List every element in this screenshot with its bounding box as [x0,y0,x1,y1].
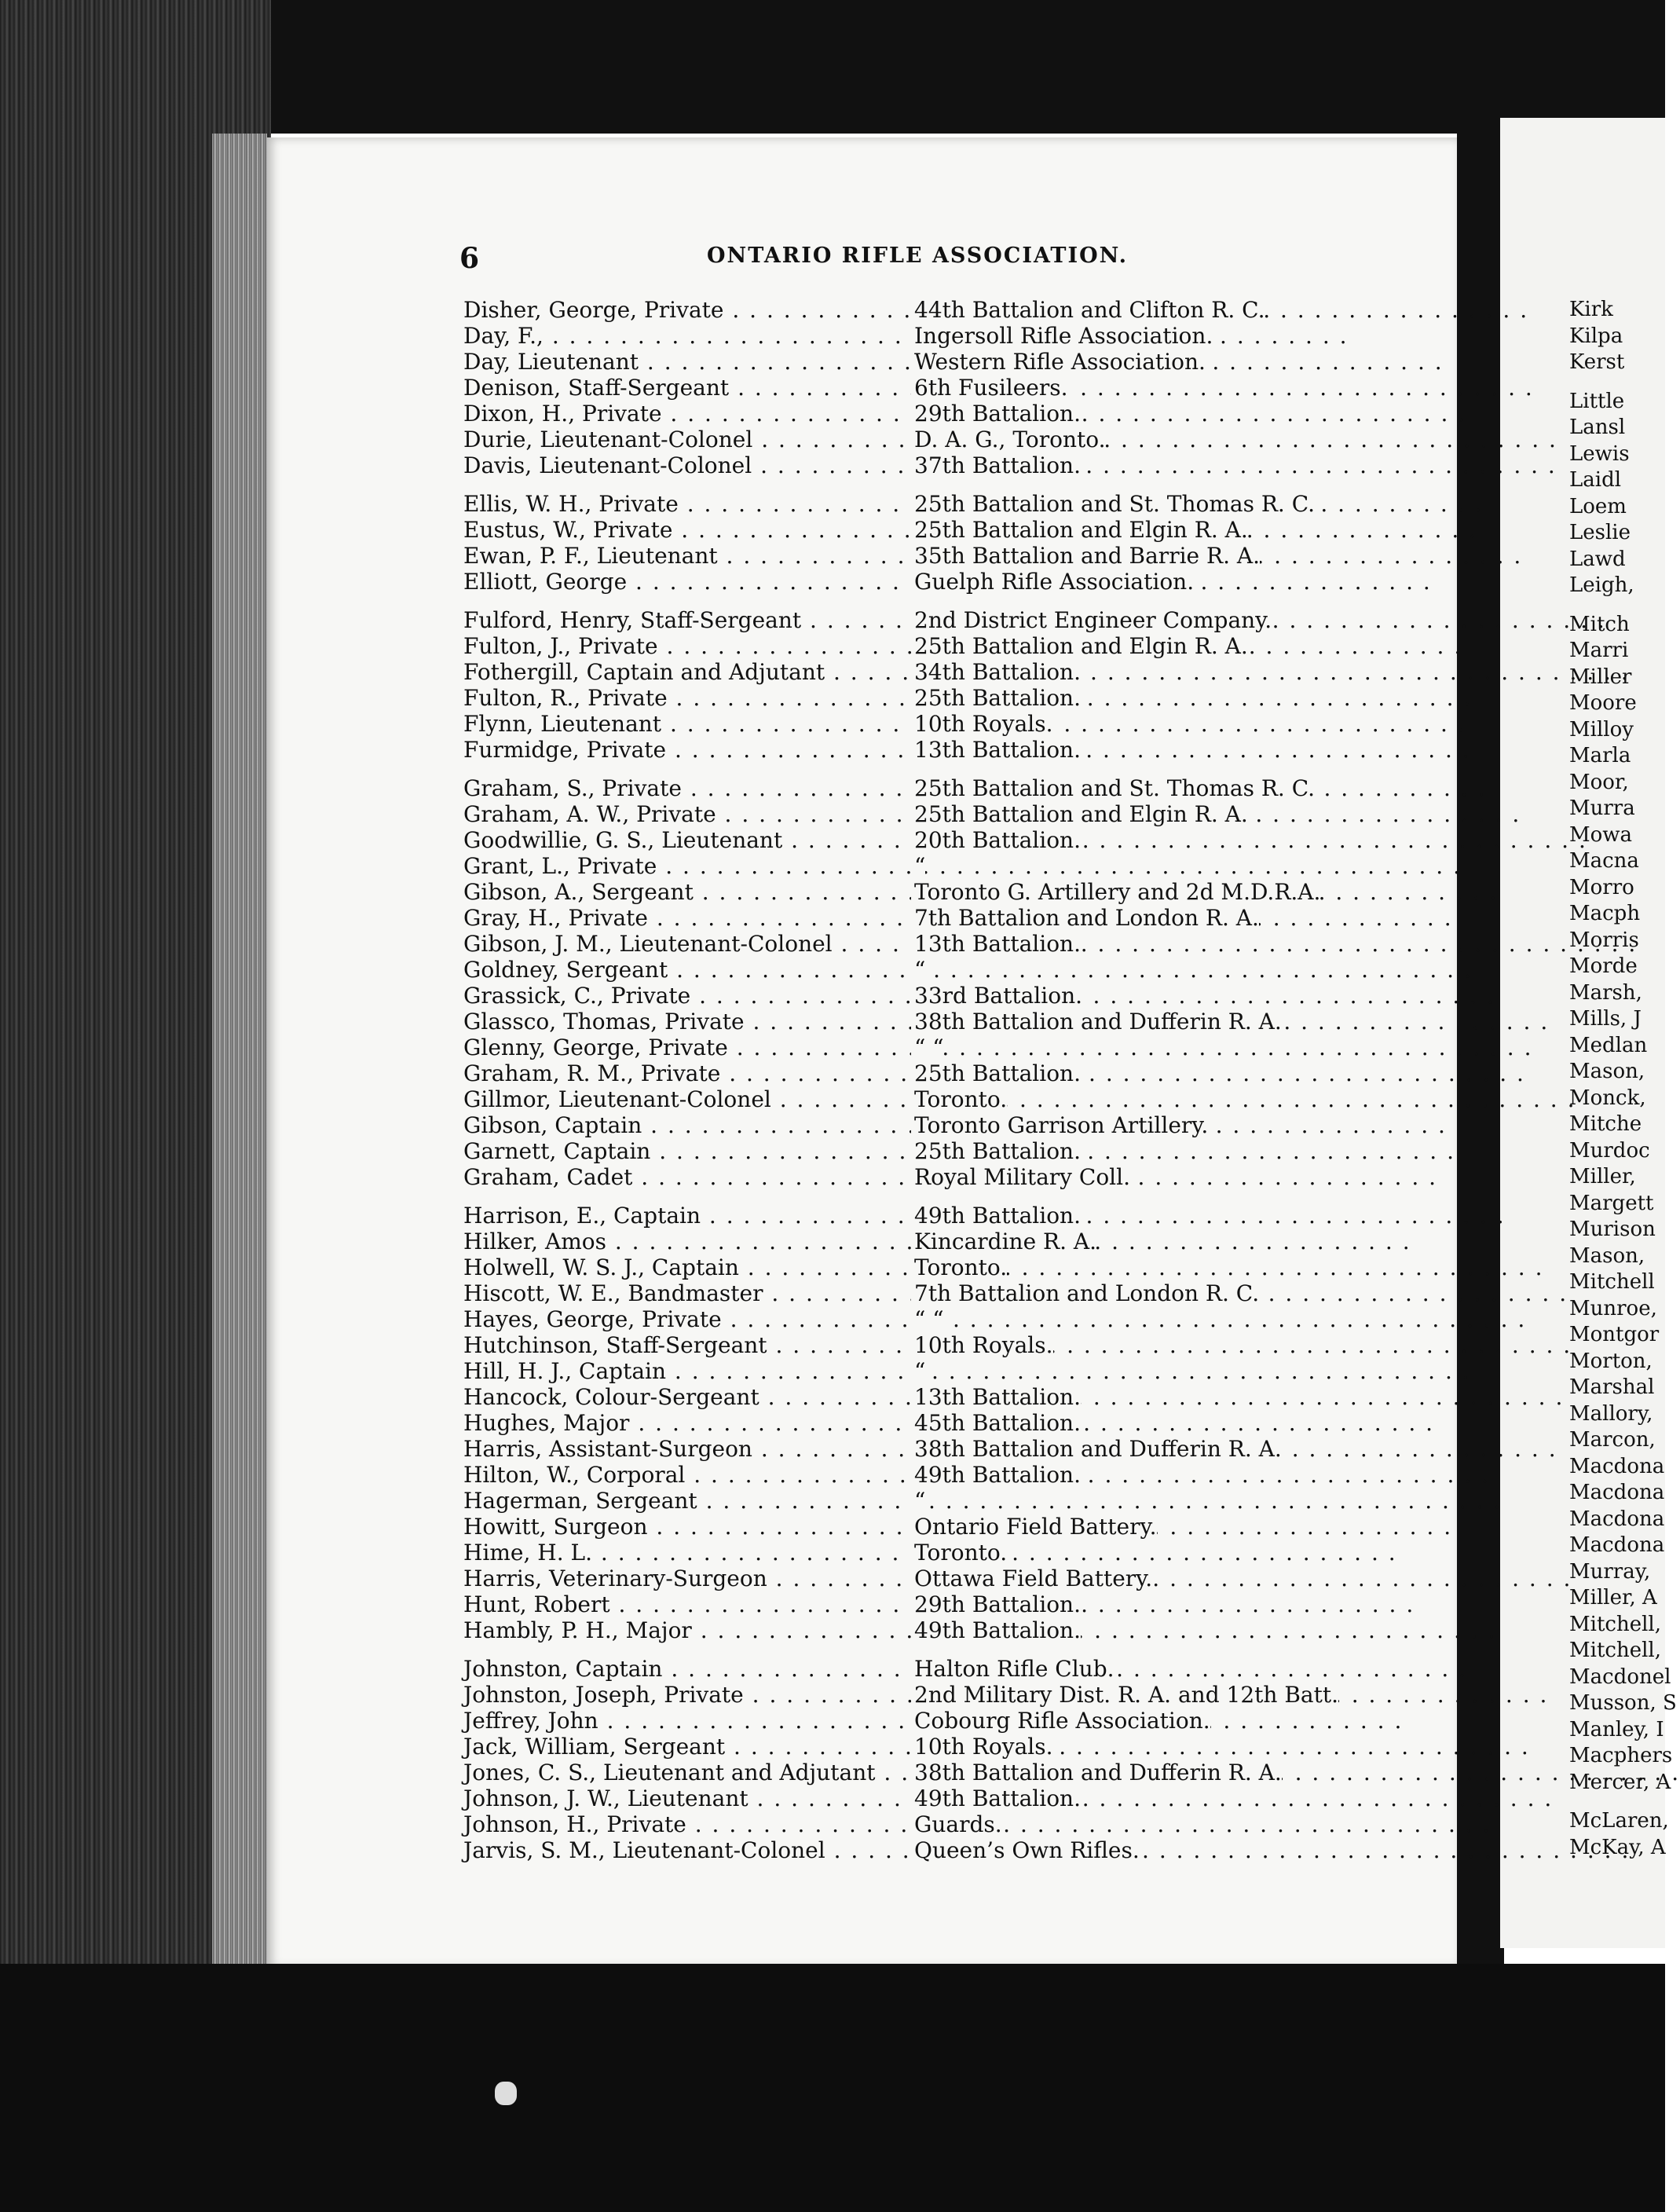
entry-unit: Halton Rifle Club. [911,1656,1115,1682]
entry-row [463,1009,1445,1035]
entry-row [463,633,1445,659]
entry-unit: 38th Battalion and Dufferin R. A. [911,1436,1282,1462]
entry-unit: “ “ [911,1035,944,1060]
entry-row [463,1384,1445,1410]
entry-row [463,1656,1445,1682]
entry-row [463,1811,1445,1837]
entry-unit: Guards. [911,1811,1002,1837]
entry-unit: 44th Battalion and Clifton R. C. [911,297,1265,323]
entry-row [463,517,1445,543]
entry-name: Harris, Veterinary-Surgeon . . . [463,1566,903,1591]
facing-page-fragment: Macdona [1569,1507,1665,1531]
entry-row [463,853,1445,879]
entry-name: Howitt, Surgeon . . . [463,1514,903,1540]
entry-row [463,957,1445,983]
entry-unit: Ontario Field Battery. [911,1514,1157,1540]
entry-name: Hime, H. L. . . . [463,1540,903,1566]
entry-unit: 38th Battalion and Dufferin R. A. [911,1760,1282,1785]
entry-name: Day, F., . . . [463,323,903,349]
entry-unit: 2nd District Engineer Company. [911,607,1272,633]
entry-name: Goldney, Sergeant . . . [463,957,903,983]
entry-row [463,1112,1445,1138]
facing-page-fragment: Manley, I [1569,1717,1664,1741]
facing-page-names [1569,297,1677,1861]
entry-row [463,1035,1445,1060]
entry-row [463,1086,1445,1112]
entry-row [463,452,1445,478]
entry-row [463,297,1445,323]
entry-row [463,1785,1445,1811]
entry-row [463,1488,1445,1514]
entry-row [463,1060,1445,1086]
entry-unit: 10th Royals. [911,1332,1053,1358]
entry-unit: 13th Battalion. [911,931,1081,957]
entry-name: Johnson, J. W., Lieutenant . . . [463,1785,903,1811]
entry-name: Jarvis, S. M., Lieutenant-Colonel . . . [463,1837,903,1863]
facing-page-fragment: Lansl [1569,416,1626,439]
entry-name: Hunt, Robert . . . [463,1591,903,1617]
entry-row [463,569,1445,595]
entry-row [463,427,1445,452]
entry-name: Hilker, Amos . . . [463,1229,903,1254]
entry-unit: 29th Battalion. [911,401,1081,427]
entry-unit: 7th Battalion and London R. A. [911,905,1259,931]
entry-unit: 33rd Battalion. [911,983,1082,1009]
facing-page-fragment: Marri [1569,639,1629,662]
facing-page-fragment: Macdona [1569,1481,1665,1504]
entry-name: Goodwillie, G. S., Lieutenant . . . [463,827,903,853]
entry-name: Graham, R. M., Private . . . [463,1060,903,1086]
entry-row [463,1760,1445,1785]
entry-unit: 35th Battalion and Barrie R. A. [911,543,1260,569]
entry-name: Hutchinson, Staff-Sergeant . . . [463,1332,903,1358]
facing-page-fragment: Leigh, [1569,573,1634,597]
entry-row [463,1138,1445,1164]
entry-name: Denison, Staff-Sergeant . . . [463,375,903,401]
entry-row [463,543,1445,569]
entry-row [463,1462,1445,1488]
entry-name: Jeffrey, John . . . [463,1708,903,1734]
facing-page-fragment: Morton, [1569,1349,1653,1373]
facing-page-fragment: Macdonel [1569,1664,1671,1689]
facing-page-fragment: Morro [1569,875,1634,899]
facing-page-fragment: Marsh, [1569,980,1642,1005]
entry-row [463,1332,1445,1358]
entry-name: Hagerman, Sergeant . . . [463,1488,903,1514]
entry-name: Hiscott, W. E., Bandmaster . . . [463,1280,903,1306]
entry-name: Ewan, P. F., Lieutenant . . . [463,543,903,569]
entry-name: Graham, S., Private . . . [463,775,903,801]
entry-name: Davis, Lieutenant-Colonel . . . [463,452,903,478]
entry-row [463,1837,1445,1863]
entry-unit: Cobourg Rifle Association. [911,1708,1210,1734]
facing-page-fragment: Macna [1569,849,1639,873]
facing-page-fragment: Margett [1569,1191,1654,1215]
entry-row [463,879,1445,905]
entry-unit: Ottawa Field Battery. [911,1566,1152,1591]
entry-name: Furmidge, Private . . . [463,737,903,763]
entry-unit: Ingersoll Rifle Association. [911,323,1213,349]
facing-page-fragment: Murra [1569,797,1635,820]
entry-row [463,401,1445,427]
entry-unit: Toronto. [911,1254,1007,1280]
entry-row [463,983,1445,1009]
facing-page-fragment: Macph [1569,902,1641,925]
scan-bottom-border [0,1964,1665,2212]
member-list [463,297,1445,1863]
page-edges [212,134,267,1964]
entry-row [463,775,1445,801]
entry-row [463,905,1445,931]
entry-name: Hancock, Colour-Sergeant . . . [463,1384,903,1410]
entry-name: Glassco, Thomas, Private . . . [463,1009,903,1035]
entry-row [463,1436,1445,1462]
entry-name: Glenny, George, Private . . . [463,1035,903,1060]
entry-name: Dixon, H., Private . . . [463,401,903,427]
entry-row [463,659,1445,685]
entry-unit: “ [911,957,925,983]
facing-page-fragment: Milloy [1569,717,1634,742]
entry-name: Harrison, E., Captain . . . [463,1203,903,1229]
entry-unit: 49th Battalion. [911,1462,1081,1488]
facing-page-fragment: Macphers [1569,1744,1673,1767]
entry-unit: 49th Battalion. [911,1785,1081,1811]
entry-unit: Western Rifle Association. [911,349,1206,375]
entry-name: Gibson, J. M., Lieutenant-Colonel . . . [463,931,903,957]
entry-name: Fulton, J., Private . . . [463,633,903,659]
facing-page-fragment: Mills, J [1569,1007,1642,1031]
facing-page-fragment: Macdona [1569,1533,1665,1557]
entry-row [463,1306,1445,1332]
entry-row [463,1254,1445,1280]
facing-page-fragment: Moor, [1569,770,1629,794]
facing-page-fragment: Mitchell, [1569,1639,1661,1662]
facing-page-fragment: McLaren, [1569,1809,1669,1833]
entry-row [463,1566,1445,1591]
entry-name: Fothergill, Captain and Adjutant . . . [463,659,903,685]
entry-unit: “ [911,853,925,879]
entry-unit: 49th Battalion. [911,1617,1081,1643]
entry-row [463,1203,1445,1229]
entry-unit: 38th Battalion and Dufferin R. A. [911,1009,1282,1035]
entry-name: Day, Lieutenant . . . [463,349,903,375]
facing-page-fragment: Morris [1569,928,1639,952]
entry-unit: 25th Battalion and Elgin R. A. [911,801,1248,827]
entry-name: Gibson, Captain . . . [463,1112,903,1138]
entry-row [463,1617,1445,1643]
facing-page-fragment: Marcon, [1569,1428,1656,1452]
entry-row [463,349,1445,375]
entry-row [463,375,1445,401]
entry-name: Grant, L., Private . . . [463,853,903,879]
facing-page-fragment: Mercer, A [1569,1770,1671,1794]
entry-name: Hilton, W., Corporal . . . [463,1462,903,1488]
entry-name: Graham, Cadet . . . [463,1164,903,1190]
entry-row [463,1280,1445,1306]
entry-unit: Queen’s Own Rifles. [911,1837,1140,1863]
entry-row [463,1164,1445,1190]
entry-name: Harris, Assistant-Surgeon . . . [463,1436,903,1462]
facing-page-fragment: Miller, A [1569,1586,1657,1610]
facing-page-fragment: Marshal [1569,1375,1655,1399]
entry-unit: 45th Battalion. [911,1410,1081,1436]
entry-name: Garnett, Captain . . . [463,1138,903,1164]
entry-unit: 25th Battalion and St. Thomas R. C. [911,775,1315,801]
facing-page-fragment: Lawd [1569,547,1626,571]
entry-name: Fulford, Henry, Staff-Sergeant . . . [463,607,903,633]
entry-unit: “ [911,1488,925,1514]
entry-unit: 10th Royals. [911,711,1053,737]
page-number: 6 [459,242,480,275]
entry-row [463,1591,1445,1617]
entry-name: Eustus, W., Private . . . [463,517,903,543]
entry-row [463,1358,1445,1384]
facing-page-fragment: Mason, [1569,1243,1645,1268]
entry-name: Flynn, Lieutenant . . . [463,711,903,737]
entry-unit: Toronto G. Artillery and 2d M.D.R.A. [911,879,1320,905]
entry-row [463,827,1445,853]
entry-row [463,1229,1445,1254]
entry-unit: 6th Fusileers. [911,375,1068,401]
facing-page-fragment: Munroe, [1569,1296,1657,1320]
entry-row [463,1682,1445,1708]
facing-page-fragment: Monck, [1569,1086,1646,1110]
entry-unit: “ “ [911,1306,944,1332]
entry-row [463,1708,1445,1734]
facing-page-fragment: Montgor [1569,1323,1660,1346]
entry-name: Disher, George, Private . . . [463,297,903,323]
entry-unit: 7th Battalion and London R. C. [911,1280,1259,1306]
facing-page-fragment: Medlan [1569,1033,1648,1057]
facing-page-fragment: Little [1569,389,1625,413]
entry-name: Hayes, George, Private . . . [463,1306,903,1332]
facing-page-fragment: Morde [1569,954,1638,978]
facing-page-fragment: Miller [1569,665,1632,689]
facing-page-fragment: Mitch [1569,612,1630,636]
entry-name: Elliott, George . . . [463,569,903,595]
entry-name: Holwell, W. S. J., Captain . . . [463,1254,903,1280]
entry-unit: Guelph Rifle Association. [911,569,1194,595]
entry-unit: 25th Battalion. [911,685,1081,711]
facing-page-fragment: Mowa [1569,822,1633,847]
facing-page-fragment: Murray, [1569,1559,1651,1584]
running-head: ONTARIO RIFLE ASSOCIATION. [707,244,1129,268]
entry-unit: 25th Battalion. [911,1138,1081,1164]
entry-name: Jack, William, Sergeant . . . [463,1734,903,1760]
facing-page-fragment: Marla [1569,744,1631,767]
entry-unit: Toronto. [911,1086,1007,1112]
entry-name: Graham, A. W., Private . . . [463,801,903,827]
entry-name: Gray, H., Private . . . [463,905,903,931]
entry-name: Johnston, Captain . . . [463,1656,903,1682]
entry-unit: 25th Battalion and Elgin R. A. [911,517,1248,543]
dust-speck [495,2082,517,2105]
entry-row [463,801,1445,827]
entry-unit: Toronto. [911,1540,1007,1566]
facing-page-fragment: Mallory, [1569,1401,1653,1426]
entry-unit: Royal Military Coll. [911,1164,1130,1190]
entry-unit: 10th Royals. [911,1734,1053,1760]
entry-name: Hambly, P. H., Major . . . [463,1617,903,1643]
entry-row [463,1540,1445,1566]
entry-row [463,323,1445,349]
entry-row [463,737,1445,763]
entry-unit: 20th Battalion. [911,827,1081,853]
entry-row [463,1410,1445,1436]
facing-page-fragment: Kilpa [1569,324,1623,348]
entry-unit: Kincardine R. A. [911,1229,1096,1254]
entry-name: Johnson, H., Private . . . [463,1811,903,1837]
facing-page-fragment: Miller, [1569,1165,1636,1188]
entry-unit: 25th Battalion and St. Thomas R. C. [911,491,1315,517]
entry-name: Grassick, C., Private . . . [463,983,903,1009]
facing-page-fragment: Murison [1569,1218,1656,1241]
entry-unit: “ [911,1358,925,1384]
entry-name: Johnston, Joseph, Private . . . [463,1682,903,1708]
entry-unit: D. A. G., Toronto. [911,427,1106,452]
facing-page-fragment: Moore [1569,691,1637,715]
entry-row [463,685,1445,711]
entry-unit: 34th Battalion. [911,659,1081,685]
facing-page-fragment: Mason, [1569,1060,1645,1083]
entry-row [463,931,1445,957]
facing-page-fragment: Leslie [1569,521,1631,544]
facing-page-fragment: Musson, S [1569,1691,1677,1715]
facing-page-fragment: Kirk [1569,298,1613,321]
entry-row [463,607,1445,633]
entry-unit: Toronto Garrison Artillery. [911,1112,1208,1138]
facing-page-fragment: Kerst [1569,350,1625,374]
entry-unit: 13th Battalion. [911,737,1081,763]
entry-unit: 37th Battalion. [911,452,1081,478]
entry-unit: 2nd Military Dist. R. A. and 12th Batt. [911,1682,1338,1708]
facing-page-fragment: Mitchell [1569,1270,1655,1294]
entry-name: Gillmor, Lieutenant-Colonel . . . [463,1086,903,1112]
entry-row [463,1734,1445,1760]
entry-name: Durie, Lieutenant-Colonel . . . [463,427,903,452]
entry-name: Fulton, R., Private . . . [463,685,903,711]
entry-name: Hill, H. J., Captain . . . [463,1358,903,1384]
entry-name: Hughes, Major . . . [463,1410,903,1436]
entry-name: Jones, C. S., Lieutenant and Adjutant . . . [463,1760,903,1785]
facing-page-fragment: Mitchell, [1569,1612,1661,1636]
entry-unit: 29th Battalion. [911,1591,1081,1617]
entry-row [463,491,1445,517]
entry-row [463,1514,1445,1540]
entry-unit: 25th Battalion and Elgin R. A. [911,633,1248,659]
facing-page-fragment: Macdona [1569,1454,1665,1478]
entry-name: Ellis, W. H., Private . . . [463,491,903,517]
entry-unit: 25th Battalion. [911,1060,1081,1086]
entry-unit: 13th Battalion. [911,1384,1081,1410]
facing-page-fragment: Mitche [1569,1112,1642,1136]
entry-name: Gibson, A., Sergeant . . . [463,879,903,905]
facing-page-fragment: Laidl [1569,468,1622,492]
facing-page-fragment: Loem [1569,494,1627,518]
facing-page-fragment: Lewis [1569,441,1630,466]
facing-page-fragment: McKay, A [1569,1835,1666,1859]
facing-page-fragment: Murdoc [1569,1138,1650,1163]
entry-unit: 49th Battalion. [911,1203,1081,1229]
entry-row [463,711,1445,737]
